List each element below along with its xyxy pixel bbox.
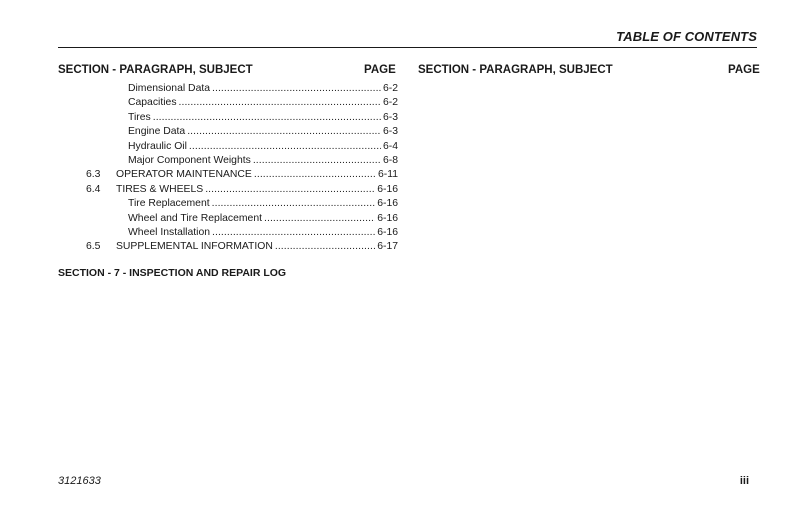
toc-entry-page: 6-4 <box>382 140 398 152</box>
header-divider <box>58 47 757 48</box>
toc-entry-major-component-weights[interactable] <box>58 154 398 168</box>
toc-entry-title: Major Component Weights <box>128 154 251 166</box>
toc-entry-page: 6-16 <box>377 212 398 224</box>
toc-entry-number: 6.3 <box>86 169 101 181</box>
toc-entry-tire-replacement[interactable] <box>58 197 398 211</box>
document-number: 3121633 <box>58 475 101 487</box>
page-number: iii <box>739 475 749 487</box>
toc-entry-page: 6-16 <box>377 183 398 195</box>
toc-entry-capacities[interactable] <box>58 96 398 110</box>
dot-leader <box>187 125 381 139</box>
toc-entry-title: Wheel and Tire Replacement <box>128 212 262 224</box>
toc-entry-title: Hydraulic Oil <box>128 140 187 152</box>
toc-entry-title: Tires <box>128 111 151 123</box>
dot-leader <box>275 240 375 254</box>
toc-entry-title: SUPPLEMENTAL INFORMATION <box>116 241 273 253</box>
toc-entry-dimensional-data[interactable] <box>58 82 398 96</box>
dot-leader <box>212 82 381 96</box>
left-column-heading: SECTION - PARAGRAPH, SUBJECT <box>58 64 253 76</box>
toc-entry-number: 6.5 <box>86 241 101 253</box>
toc-entry-page: 6-3 <box>382 111 398 123</box>
dot-leader <box>212 197 376 211</box>
toc-entry-page: 6-3 <box>382 126 398 138</box>
toc-entry-supplemental-information[interactable] <box>58 240 398 254</box>
toc-entry-title: TIRES & WHEELS <box>116 183 204 195</box>
toc-entry-engine-data[interactable] <box>58 125 398 139</box>
toc-entry-wheel-installation[interactable] <box>58 226 398 240</box>
toc-entry-operator-maintenance[interactable] <box>58 168 398 182</box>
toc-entry-page: 6-2 <box>382 97 398 109</box>
dot-leader <box>205 183 375 197</box>
dot-leader <box>153 111 381 125</box>
dot-leader <box>212 226 375 240</box>
toc-entry-title: Capacities <box>128 97 177 109</box>
toc-entry-wheel-and-tire-replacement[interactable] <box>58 212 398 226</box>
toc-entry-page: 6-16 <box>377 198 398 210</box>
toc-entry-hydraulic-oil[interactable] <box>58 140 398 154</box>
right-page-heading: PAGE <box>728 64 760 76</box>
toc-entry-page: 6-2 <box>382 83 398 94</box>
toc-entry-page: 6-8 <box>382 154 398 166</box>
dot-leader <box>264 212 375 226</box>
toc-entry-page: 6-16 <box>377 226 398 238</box>
toc-entry-tires-and-wheels[interactable] <box>58 183 398 197</box>
toc-section-7-heading[interactable]: SECTION - 7 - INSPECTION AND REPAIR LOG <box>58 267 287 279</box>
toc-entry-tires[interactable] <box>58 111 398 125</box>
dot-leader <box>179 96 381 110</box>
toc-entry-title: Tire Replacement <box>128 198 210 210</box>
toc-entry-title: OPERATOR MAINTENANCE <box>116 169 252 181</box>
toc-entry-title: Wheel Installation <box>128 226 211 238</box>
dot-leader <box>253 154 381 168</box>
left-page-heading: PAGE <box>364 64 396 76</box>
toc-list <box>58 82 398 255</box>
right-column-heading: SECTION - PARAGRAPH, SUBJECT <box>418 64 613 76</box>
toc-entry-title: Dimensional Data <box>128 83 211 94</box>
toc-entry-page: 6-11 <box>377 169 398 181</box>
dot-leader <box>254 168 376 182</box>
page-title: TABLE OF CONTENTS <box>616 29 757 44</box>
toc-entry-number: 6.4 <box>86 183 101 195</box>
toc-entry-page: 6-17 <box>377 241 398 253</box>
toc-entry-title: Engine Data <box>128 126 186 138</box>
dot-leader <box>189 140 381 154</box>
